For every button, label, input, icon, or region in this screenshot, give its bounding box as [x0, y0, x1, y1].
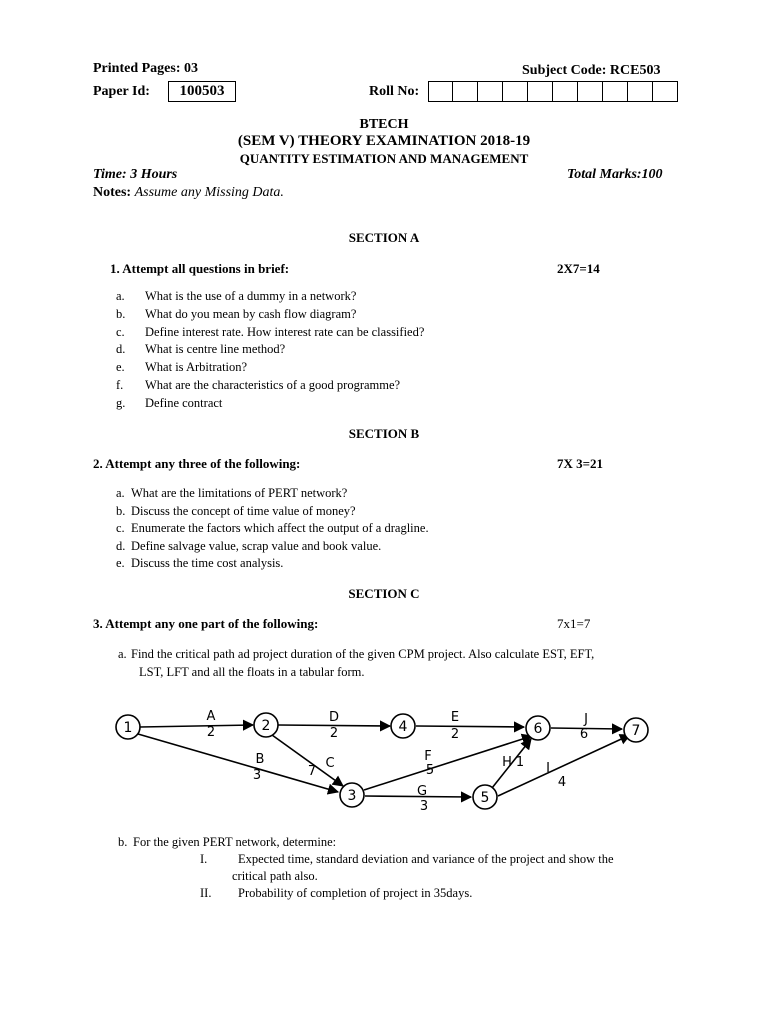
part-a-label: a.: [118, 647, 127, 661]
printed-pages: Printed Pages: 03: [93, 61, 198, 76]
question-1-marks: 2X7=14: [557, 261, 600, 276]
question-2: 2. Attempt any three of the following:: [93, 456, 301, 471]
activity-duration: 3: [419, 799, 429, 814]
part-a-line1: Find the critical path ad project duration of the given CPM project. Also calculate EST, EFT,: [131, 647, 595, 661]
part-a-line2: LST, LFT and all the floats in a tabular form.: [139, 665, 365, 679]
node-label: 2: [261, 718, 271, 734]
arrow-b: [138, 734, 338, 792]
roll-cell: [503, 81, 528, 102]
roll-cell: [428, 81, 453, 102]
title-btech: BTECH: [359, 117, 409, 132]
paper-id-box: 100503: [168, 81, 236, 102]
sub-item-continuation: critical path also.: [232, 869, 318, 883]
list-item-label: c.: [116, 521, 125, 535]
title-exam: (SEM V) THEORY EXAMINATION 2018-19: [237, 133, 531, 149]
part-b-text: For the given PERT network, determine:: [133, 835, 337, 849]
list-item-label: d.: [116, 538, 126, 553]
list-item: What is the use of a dummy in a network?: [145, 289, 357, 303]
list-item-label: b.: [116, 503, 126, 518]
activity-name: G: [416, 784, 428, 799]
node-label: 4: [398, 719, 408, 735]
list-item: Define salvage value, scrap value and book value.: [131, 538, 382, 553]
activity-duration: 6: [579, 727, 589, 742]
activity-name: B: [255, 752, 265, 767]
sub-item-label: I.: [200, 852, 208, 866]
list-item-label: d.: [116, 342, 126, 357]
sub-item: Probability of completion of project in 35days.: [238, 886, 473, 900]
arrow-a: [140, 725, 253, 727]
roll-cell: [628, 81, 653, 102]
list-item: Discuss the concept of time value of money?: [131, 503, 356, 518]
notes-text: Assume any Missing Data.: [134, 185, 284, 200]
roll-cell: [453, 81, 478, 102]
arrow-e: [416, 726, 524, 727]
activity-name: J: [584, 712, 588, 727]
list-item: What do you mean by cash flow diagram?: [145, 306, 357, 321]
list-item-label: e.: [116, 360, 125, 375]
activity-name: A: [206, 709, 216, 724]
list-item-label: a.: [116, 486, 125, 500]
activity-duration: 4: [557, 775, 567, 790]
cpm-network-diagram: [100, 700, 660, 820]
list-item-label: g.: [116, 395, 126, 410]
list-item-label: f.: [116, 378, 124, 392]
node-label: 3: [347, 788, 357, 804]
list-item: Discuss the time cost analysis.: [131, 556, 284, 570]
sub-item-label: II.: [200, 886, 212, 900]
roll-cell: [528, 81, 553, 102]
notes: [93, 185, 284, 201]
section-a-heading: SECTION A: [348, 230, 420, 245]
activity-duration: 1: [515, 755, 525, 770]
activity-duration: 2: [329, 726, 339, 741]
roll-cell: [553, 81, 578, 102]
question-1: 1. Attempt all questions in brief:: [110, 261, 290, 276]
activity-duration: 7: [307, 764, 317, 779]
list-item: What is Arbitration?: [145, 360, 248, 375]
time-allowed: Time: 3 Hours: [93, 167, 178, 182]
section-b-heading: SECTION B: [348, 426, 420, 441]
list-item: What is centre line method?: [145, 342, 286, 357]
activity-duration: 3: [252, 768, 262, 783]
activity-duration: 5: [425, 763, 435, 778]
list-item: Define contract: [145, 395, 223, 410]
roll-cell: [653, 81, 678, 102]
node-label: 5: [480, 790, 490, 806]
activity-duration: 2: [450, 727, 460, 742]
activity-duration: 2: [206, 725, 216, 740]
roll-cell: [603, 81, 628, 102]
list-item: What are the characteristics of a good programme?: [145, 378, 401, 392]
list-item: What are the limitations of PERT network?: [131, 486, 348, 500]
list-item-label: b.: [116, 306, 126, 321]
activity-name: H: [502, 755, 512, 770]
notes-label: Notes:: [93, 185, 132, 200]
list-item: Define interest rate. How interest rate can be classified?: [145, 324, 425, 339]
node-label: 1: [123, 720, 133, 736]
activity-name: I: [546, 761, 550, 776]
list-item-label: e.: [116, 556, 125, 570]
total-marks: Total Marks:100: [567, 167, 663, 182]
title-subject: QUANTITY ESTIMATION AND MANAGEMENT: [239, 151, 529, 166]
list-item: Enumerate the factors which affect the output of a dragline.: [131, 521, 429, 535]
activity-name: E: [450, 710, 460, 725]
node-label: 7: [631, 723, 641, 739]
roll-cell: [578, 81, 603, 102]
roll-no-label: Roll No:: [369, 84, 420, 99]
question-2-marks: 7X 3=21: [557, 456, 604, 471]
part-b-label: b.: [118, 835, 128, 849]
list-item-label: c.: [116, 324, 125, 339]
question-3-marks: 7x1=7: [557, 616, 591, 631]
list-item-label: a.: [116, 289, 125, 303]
section-c-heading: SECTION C: [348, 586, 420, 601]
question-3: 3. Attempt any one part of the following:: [93, 616, 319, 631]
roll-no-grid: [428, 81, 678, 102]
node-label: 6: [533, 721, 543, 737]
paper-id-label: Paper Id:: [93, 84, 150, 99]
activity-name: C: [325, 756, 335, 771]
roll-cell: [478, 81, 503, 102]
subject-code: Subject Code: RCE503: [522, 63, 661, 78]
activity-name: D: [328, 710, 340, 725]
sub-item: Expected time, standard deviation and variance of the project and show the: [238, 852, 614, 866]
activity-name: F: [424, 749, 432, 764]
